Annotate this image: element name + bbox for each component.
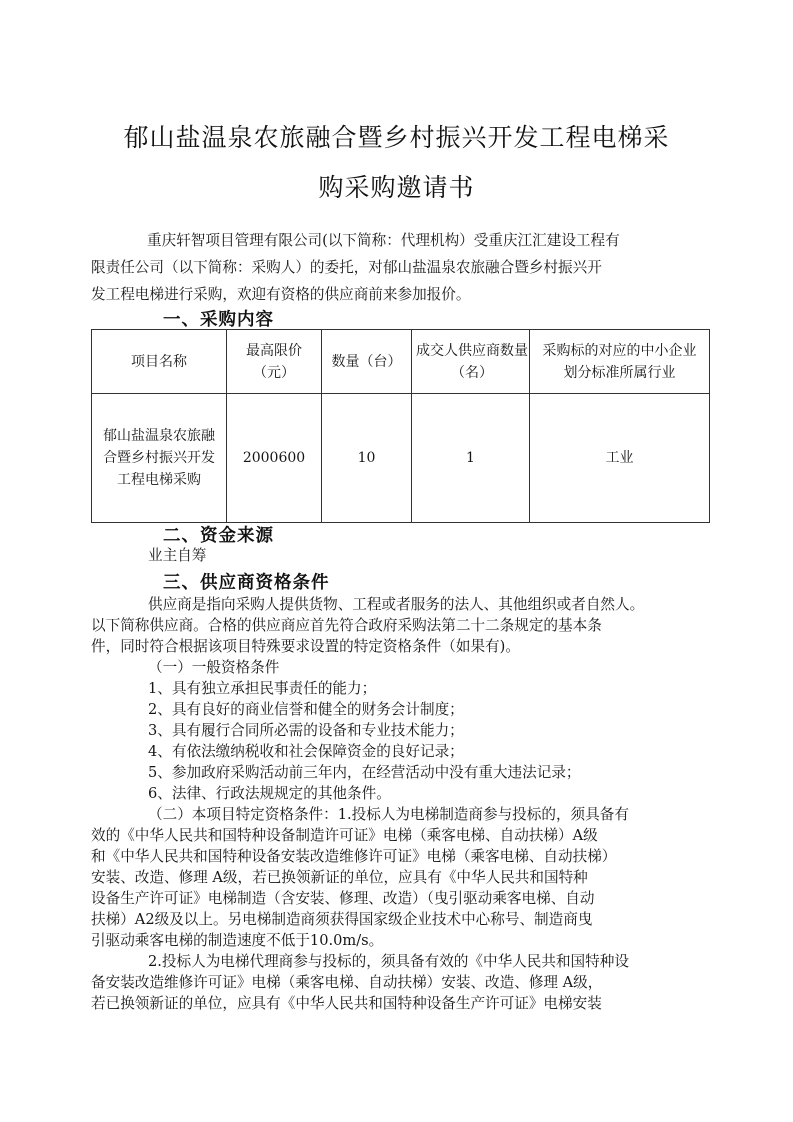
table-cell: 工业 (530, 394, 710, 523)
general-item: 5、参加政府采购活动前三年内，在经营活动中没有重大违法记录； (148, 764, 581, 781)
table-header-row (92, 330, 710, 394)
special-line-7: 引驱动乘客电梯的制造速度不低于10.0m/s。 (91, 932, 384, 949)
section3-line-1: 供应商是指向采购人提供货物、工程或者服务的法人、其他组织或者自然人。 (148, 596, 645, 613)
table-cell: 1 (412, 394, 530, 523)
table-cell: 10 (322, 394, 412, 523)
doc-title-line1: 郁山盐温泉农旅融合暨乡村振兴开发工程电梯采 (123, 123, 670, 152)
table-header-cell: 最高限价（元） (227, 330, 322, 394)
section3-heading: 三、供应商资格条件 (163, 573, 330, 593)
intro-line-1: 重庆轩智项目管理有限公司(以下简称：代理机构）受重庆江汇建设工程有 (147, 232, 620, 249)
general-item: 2、具有良好的商业信誉和健全的财务会计制度； (148, 701, 464, 718)
special-line-3: 和《中华人民共和国特种设备安装改造维修许可证》电梯（乘客电梯、自动扶梯） (91, 848, 617, 865)
general-item: 4、有依法缴纳税收和社会保障资金的良好记录； (148, 743, 464, 760)
general-item: 1、具有独立承担民事责任的能力； (148, 680, 377, 697)
special-line-5: 设备生产许可证》电梯制造（含安装、修理、改造）（曳引驱动乘客电梯、自动 (91, 890, 595, 907)
special-line-4: 安装、改造、修理 A级，若已换领新证的单位，应具有《中华人民共和国特种 (91, 869, 588, 886)
table-header-cell: 项目名称 (92, 330, 227, 394)
section1-heading: 一、采购内容 (163, 310, 274, 330)
special-line-1: （二）本项目特定资格条件：1.投标人为电梯制造商参与投标的，须具备有 (148, 806, 629, 823)
table-row (92, 394, 710, 523)
intro-line-2: 限责任公司（以下简称：采购人）的委托，对郁山盐温泉农旅融合暨乡村振兴开 (91, 259, 602, 276)
section3-line-3: 件，同时符合根据该项目特殊要求设置的特定资格条件（如果有)。 (91, 638, 520, 655)
section2-text: 业主自筹 (148, 547, 207, 564)
general-item: 3、具有履行合同所必需的设备和专业技术能力； (148, 722, 464, 739)
general-heading: （一）一般资格条件 (148, 659, 280, 676)
special-line-8: 2.投标人为电梯代理商参与投标的，须具备有效的《中华人民共和国特种设 (148, 953, 629, 970)
doc-title-line2: 购采购邀请书 (318, 173, 475, 202)
table-header-cell: 数量（台） (322, 330, 412, 394)
section3-line-2: 以下简称供应商。合格的供应商应首先符合政府采购法第二十二条规定的基本条 (91, 617, 602, 634)
table-cell: 2000600 (227, 394, 322, 523)
procurement-table (91, 329, 710, 523)
general-item: 6、法律、行政法规规定的其他条件。 (148, 785, 391, 802)
table-header-cell: 成交人供应商数量（名） (412, 330, 530, 394)
section2-heading: 二、资金来源 (163, 526, 274, 546)
table-cell: 郁山盐温泉农旅融合暨乡村振兴开发工程电梯采购 (92, 394, 227, 523)
special-line-6: 扶梯）A2级及以上。另电梯制造商须获得国家级企业技术中心称号、制造商曳 (91, 911, 593, 928)
table-header-cell: 采购标的对应的中小企业划分标准所属行业 (530, 330, 710, 394)
special-line-2: 效的《中华人民共和国特种设备制造许可证》电梯（乘客电梯、自动扶梯）A级 (91, 827, 598, 844)
intro-line-3: 发工程电梯进行采购，欢迎有资格的供应商前来参加报价。 (91, 286, 471, 303)
special-line-10: 若已换领新证的单位，应具有《中华人民共和国特种设备生产许可证》电梯安装 (91, 995, 602, 1012)
special-line-9: 备安装改造维修许可证》电梯（乘客电梯、自动扶梯）安装、改造、修理 A级， (91, 974, 603, 991)
